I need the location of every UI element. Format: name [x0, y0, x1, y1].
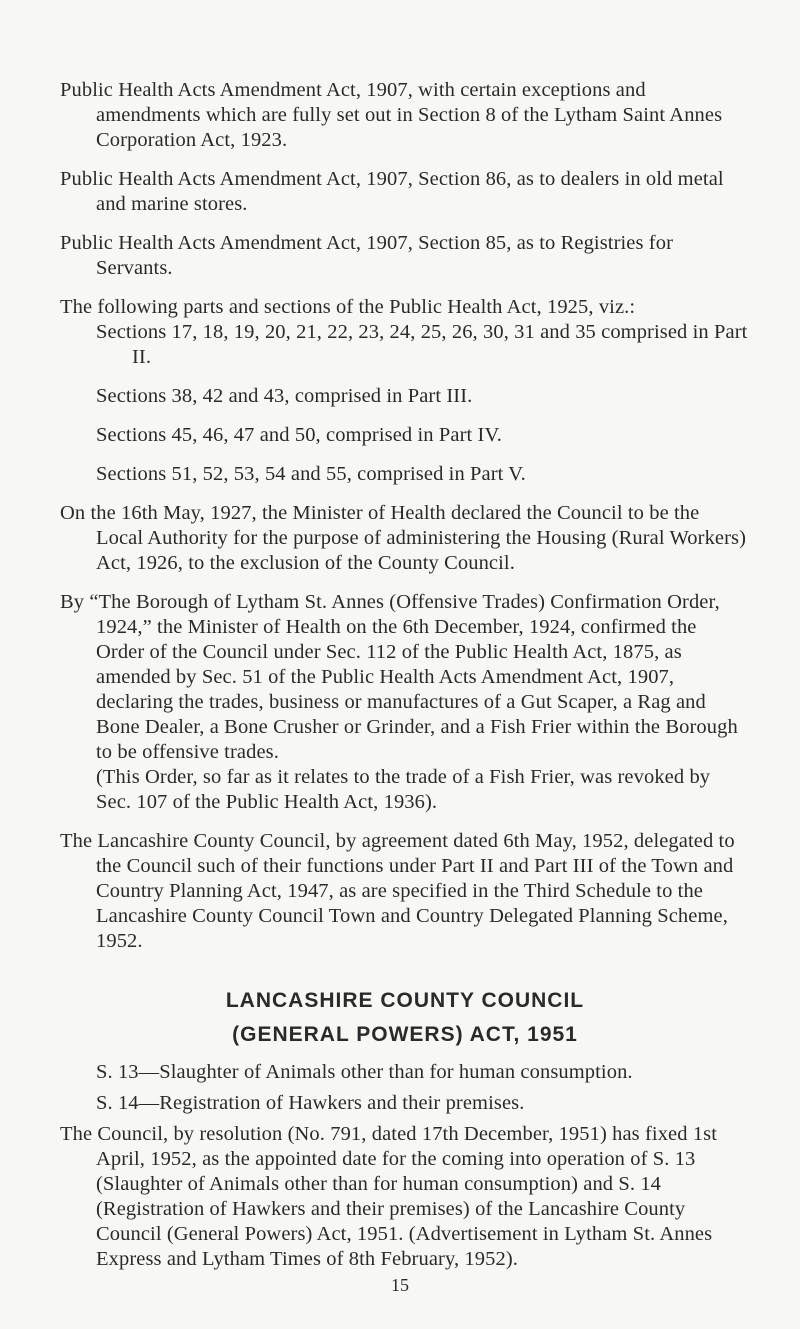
paragraph-section-86: Public Health Acts Amendment Act, 1907, Section 86, as to dealers in old metal and marine stores. [60, 168, 724, 215]
general-powers-item: S. 14—Registration of Hawkers and their premises. [96, 1092, 525, 1114]
health-act-1925-item: Sections 45, 46, 47 and 50, comprised in Part IV. [96, 424, 502, 446]
offensive-trades-note-text: (This Order, so far as it relates to the trade of a Fish Frier, was revoked by Sec. 107 of the Public Health Act, 1936). [96, 766, 711, 813]
paragraph-resolution: The Council, by resolution (No. 791, dated 17th December, 1951) has fixed 1st April, 1952, as the appointed date for the coming into operation of S. 13 (Slaughter of Animals other than for human consumption) and S. 14 (Registration of Hawkers and their premises) of the Lancashire County Council (General Powers) Act, 1951. (Advertisement in Lytham St. Annes Express and Lytham Times of 8th February, 1952). [60, 1123, 718, 1270]
page-number: 15 [391, 1275, 409, 1295]
heading-line-1: LANCASHIRE COUNTY COUNCIL [225, 989, 585, 1012]
paragraph-offensive-trades: By “The Borough of Lytham St. Annes (Offensive Trades) Confirmation Order, 1924,” the Minister of Health on the 6th December, 1924, confirmed the Order of the Council under Sec. 112 of the Public Health Act, 1875, as amended by Sec. 51 of the Public Health Acts Amendment Act, 1907, declaring the trades, business or manufactures of a Gut Scaper, a Rag and Bone Dealer, a Bone Crusher or Grinder, and a Fish Frier within the Borough to be offensive trades. [60, 591, 738, 763]
health-act-1925-intro-text: The following parts and sections of the Public Health Act, 1925, viz.: [60, 296, 636, 318]
offensive-trades-note [60, 765, 750, 815]
paragraph-health-act-1925-intro [60, 295, 750, 320]
heading-line-2: (GENERAL POWERS) ACT, 1951 [232, 1023, 578, 1046]
health-act-1925-item: Sections 38, 42 and 43, comprised in Part III. [96, 385, 473, 407]
paragraph-planning-delegation: The Lancashire County Council, by agreement dated 6th May, 1952, delegated to the Council such of their functions under Part II and Part III of the Town and Country Planning Act, 1947, as are specified in the Third Schedule to the Lancashire County Council Town and Country Delegated Planning Scheme, 1952. [60, 830, 735, 952]
section-heading [60, 984, 750, 1052]
health-act-1925-item: Sections 51, 52, 53, 54 and 55, comprised in Part V. [96, 463, 526, 485]
paragraph-section-85: Public Health Acts Amendment Act, 1907, Section 85, as to Registries for Servants. [60, 232, 674, 279]
page-body [60, 78, 750, 1286]
health-act-1925-item: Sections 17, 18, 19, 20, 21, 22, 23, 24, 25, 26, 30, 31 and 35 comprised in Part II. [96, 321, 748, 368]
general-powers-item: S. 13—Slaughter of Animals other than for human consumption. [96, 1061, 633, 1083]
paragraph-housing-rural-workers: On the 16th May, 1927, the Minister of Health declared the Council to be the Local Authority for the purpose of administering the Housing (Rural Workers) Act, 1926, to the exclusion of the County Council. [60, 502, 747, 574]
paragraph-acts-amendment-1907: Public Health Acts Amendment Act, 1907, with certain exceptions and amendments which are fully set out in Section 8 of the Lytham Saint Annes Corporation Act, 1923. [60, 79, 723, 151]
